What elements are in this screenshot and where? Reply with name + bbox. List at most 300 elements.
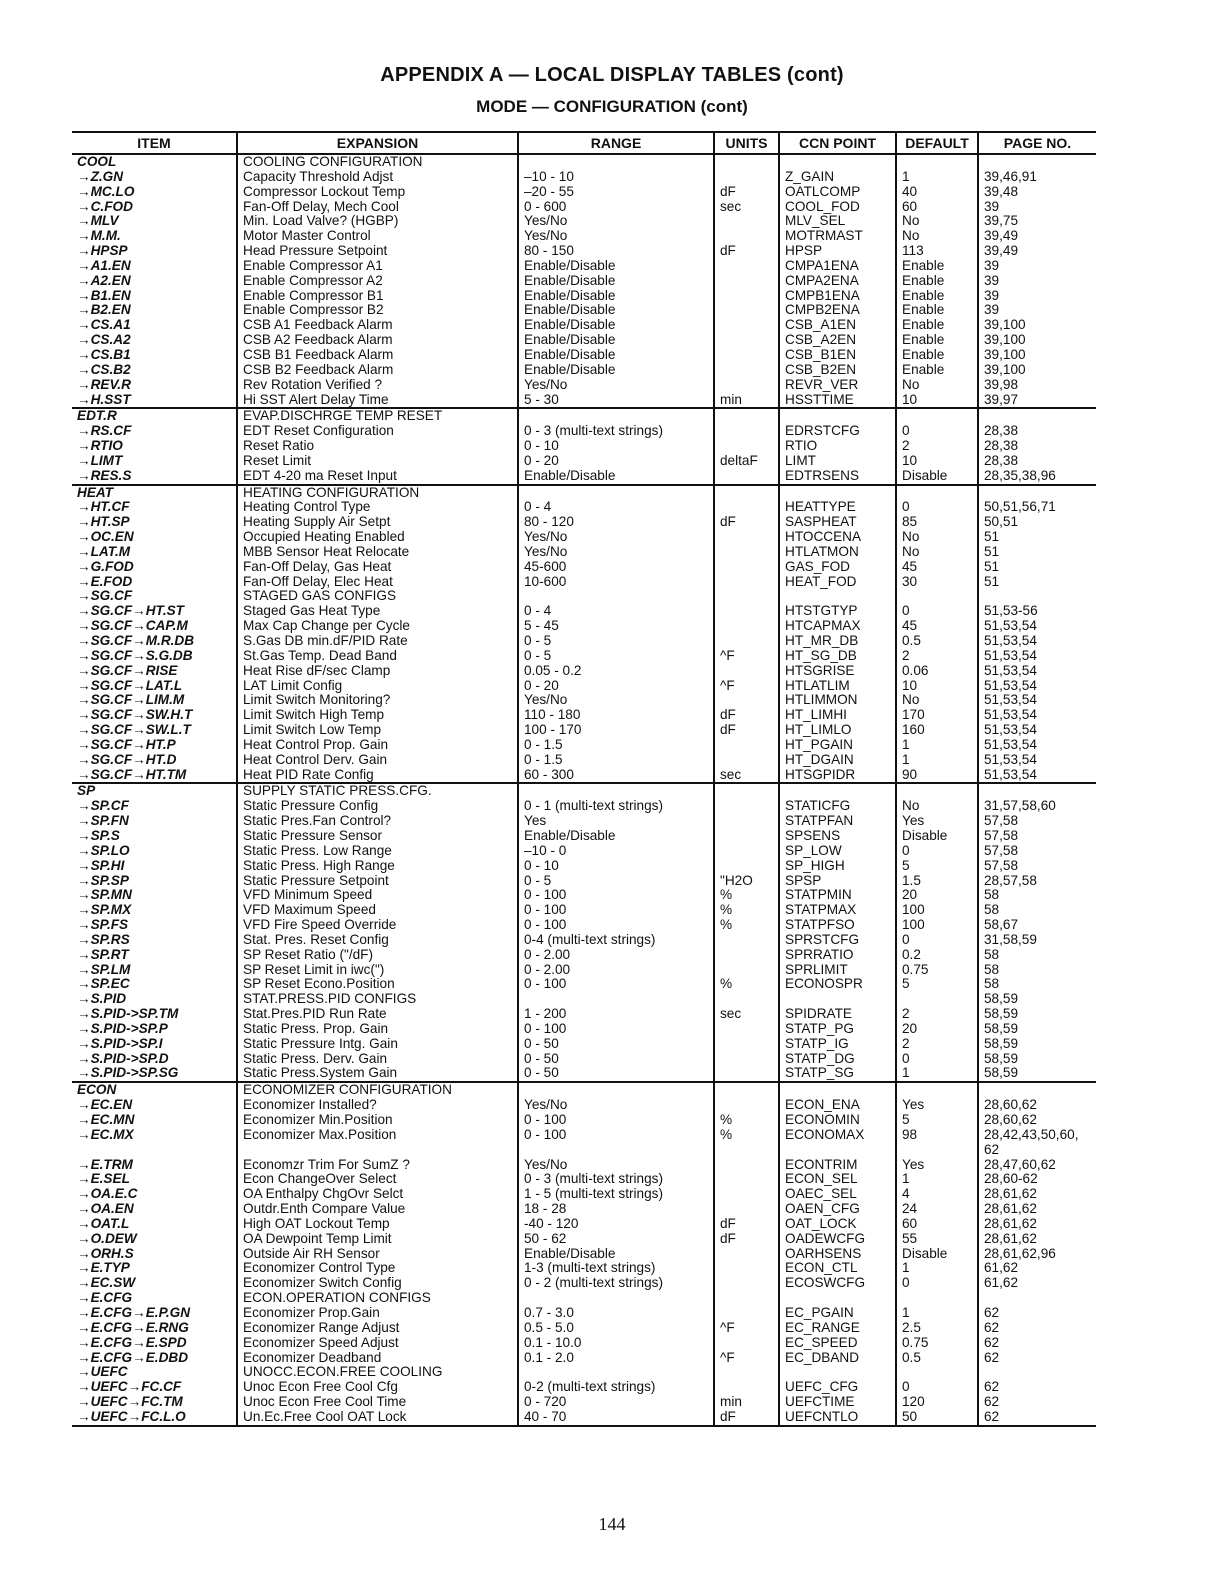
cell-units: min	[714, 393, 779, 409]
cell-default	[896, 154, 978, 170]
table-row	[72, 303, 1096, 318]
cell-expansion: MBB Sensor Heat Relocate	[237, 545, 518, 560]
cell-expansion: COOLING CONFIGURATION	[237, 154, 518, 170]
table-row	[72, 1336, 1096, 1351]
cell-expansion: Rev Rotation Verified ?	[237, 378, 518, 393]
cell-expansion: Economizer Range Adjust	[237, 1321, 518, 1336]
cell-ccn-point	[779, 1365, 896, 1380]
cell-page-no: 39,46,91	[978, 170, 1096, 185]
cell-expansion: LAT Limit Config	[237, 679, 518, 694]
cell-item: →SG.CF→S.G.DB	[77, 648, 193, 663]
cell-page-no: 51,53,54	[978, 753, 1096, 768]
cell-units	[714, 1022, 779, 1037]
cell-units	[714, 259, 779, 274]
table-row	[72, 1217, 1096, 1232]
table-row	[72, 1291, 1096, 1306]
cell-expansion: VFD Minimum Speed	[237, 888, 518, 903]
table-row	[72, 918, 1096, 933]
cell-item: →B2.EN	[77, 303, 131, 318]
table-row	[72, 1202, 1096, 1217]
cell-units	[714, 1336, 779, 1351]
table-row	[72, 753, 1096, 768]
cell-page-no: 51	[978, 530, 1096, 545]
column-header-page-no: PAGE NO.	[978, 132, 1096, 154]
table-row	[72, 1066, 1096, 1082]
cell-ccn-point: CMPA1ENA	[779, 259, 896, 274]
cell-expansion: Compressor Lockout Temp	[237, 185, 518, 200]
cell-expansion: CSB B2 Feedback Alarm	[237, 363, 518, 378]
table-row	[72, 1172, 1096, 1187]
cell-expansion: S.Gas DB min.dF/PID Rate	[237, 634, 518, 649]
cell-expansion: Heating Supply Air Setpt	[237, 515, 518, 530]
cell-range: 0 - 720	[518, 1395, 714, 1410]
cell-expansion: Hi SST Alert Delay Time	[237, 393, 518, 409]
cell-default: 0	[896, 933, 978, 948]
cell-expansion: Heat Control Prop. Gain	[237, 738, 518, 753]
cell-units	[714, 933, 779, 948]
cell-default: 45	[896, 619, 978, 634]
table-row	[72, 500, 1096, 515]
cell-range: 0 - 50	[518, 1037, 714, 1052]
cell-range: 0 - 100	[518, 977, 714, 992]
cell-ccn-point: SP_HIGH	[779, 859, 896, 874]
cell-item: →EC.SW	[77, 1276, 136, 1291]
cell-units	[714, 738, 779, 753]
cell-units	[714, 1187, 779, 1202]
table-row	[72, 829, 1096, 844]
cell-item: →S.PID	[77, 992, 127, 1007]
column-header-units: UNITS	[714, 132, 779, 154]
column-header-expansion: EXPANSION	[237, 132, 518, 154]
cell-expansion: Economizer Switch Config	[237, 1276, 518, 1291]
cell-expansion: EDT 4-20 ma Reset Input	[237, 469, 518, 485]
cell-item: →SG.CF→M.R.DB	[77, 634, 195, 648]
cell-item: →OA.E.C	[77, 1187, 138, 1202]
cell-page-no: 62	[978, 1336, 1096, 1351]
table-row	[72, 1128, 1096, 1143]
table-row	[72, 214, 1096, 229]
cell-item: →E.TYP	[77, 1261, 130, 1276]
cell-item: →S.PID->SP.SG	[72, 1066, 237, 1082]
cell-range: Yes/No	[518, 229, 714, 244]
cell-default: 0.5	[896, 1351, 978, 1366]
cell-item: →E.CFG→E.SPD	[77, 1335, 187, 1350]
table-row	[72, 454, 1096, 469]
cell-expansion: EVAP.DISCHRGE TEMP RESET	[237, 408, 518, 424]
table-row	[72, 348, 1096, 363]
cell-page-no: 39,49	[978, 229, 1096, 244]
cell-default: 5	[896, 859, 978, 874]
cell-page-no	[978, 1291, 1096, 1306]
cell-units: dF	[714, 708, 779, 723]
column-header-default: DEFAULT	[896, 132, 978, 154]
cell-range	[518, 589, 714, 604]
cell-expansion: EDT Reset Configuration	[237, 424, 518, 439]
cell-item: →REV.R	[77, 377, 131, 392]
cell-ccn-point: STATPMIN	[779, 888, 896, 903]
cell-range: 0 - 10	[518, 859, 714, 874]
cell-item: →SP.RT	[77, 947, 129, 962]
cell-units	[714, 963, 779, 978]
cell-expansion: VFD Fire Speed Override	[237, 918, 518, 933]
cell-expansion: STAGED GAS CONFIGS	[237, 589, 518, 604]
cell-range: 1 - 5 (multi-text strings)	[518, 1187, 714, 1202]
table-section	[72, 485, 1096, 784]
cell-item: →LIMT	[77, 453, 123, 468]
cell-ccn-point: EDRSTCFG	[779, 424, 896, 439]
cell-item: →HPSP	[77, 244, 128, 259]
cell-ccn-point	[779, 408, 896, 424]
cell-units	[714, 485, 779, 501]
page-title: APPENDIX A — LOCAL DISPLAY TABLES (cont)	[380, 64, 844, 86]
cell-item: →E.CFG→E.DBD	[77, 1350, 189, 1365]
cell-item: →C.FOD	[77, 199, 133, 214]
cell-units	[714, 1247, 779, 1262]
cell-units	[714, 664, 779, 679]
cell-expansion: Fan-Off Delay, Mech Cool	[237, 200, 518, 215]
cell-range: Yes/No	[518, 545, 714, 560]
cell-ccn-point: SP_LOW	[779, 844, 896, 859]
cell-expansion: SP Reset Limit in iwc(")	[237, 963, 518, 978]
cell-units	[714, 575, 779, 590]
cell-item: →SP.FN	[77, 814, 129, 829]
cell-range: Enable/Disable	[518, 274, 714, 289]
cell-default: Enable	[896, 333, 978, 348]
cell-ccn-point	[779, 1143, 896, 1158]
cell-units	[714, 154, 779, 170]
table-row	[72, 289, 1096, 304]
cell-range: 50 - 62	[518, 1232, 714, 1247]
cell-units	[714, 469, 779, 485]
cell-ccn-point: ECONTRIM	[779, 1158, 896, 1173]
cell-range	[518, 154, 714, 170]
cell-page-no: 39	[978, 259, 1096, 274]
cell-ccn-point	[779, 783, 896, 799]
table-row	[72, 1380, 1096, 1395]
cell-range: 1 - 200	[518, 1007, 714, 1022]
cell-item: →E.SEL	[77, 1172, 130, 1187]
cell-units	[714, 303, 779, 318]
cell-expansion: Economizer Deadband	[237, 1351, 518, 1366]
cell-range: 18 - 28	[518, 1202, 714, 1217]
cell-page-no: 39,100	[978, 348, 1096, 363]
cell-range: 80 - 120	[518, 515, 714, 530]
cell-units: dF	[714, 244, 779, 259]
table-row	[72, 664, 1096, 679]
cell-ccn-point: HPSP	[779, 244, 896, 259]
cell-page-no	[978, 1365, 1096, 1380]
cell-page-no: 39	[978, 274, 1096, 289]
cell-ccn-point: SPSP	[779, 874, 896, 889]
table-row	[72, 575, 1096, 590]
cell-default: No	[896, 545, 978, 560]
cell-expansion: Outside Air RH Sensor	[237, 1247, 518, 1262]
cell-ccn-point: SPRLIMIT	[779, 963, 896, 978]
cell-default: 5	[896, 977, 978, 992]
cell-ccn-point: REVR_VER	[779, 378, 896, 393]
cell-ccn-point	[779, 589, 896, 604]
cell-ccn-point: HSSTTIME	[779, 393, 896, 409]
cell-ccn-point: CSB_A2EN	[779, 333, 896, 348]
cell-default: 60	[896, 200, 978, 215]
cell-page-no	[978, 589, 1096, 604]
cell-range: 0 - 100	[518, 918, 714, 933]
cell-units	[714, 948, 779, 963]
cell-range: 0.1 - 10.0	[518, 1336, 714, 1351]
cell-default: Enable	[896, 303, 978, 318]
cell-item: →SP.RS	[77, 932, 130, 947]
cell-range: Yes/No	[518, 214, 714, 229]
cell-ccn-point: OADEWCFG	[779, 1232, 896, 1247]
cell-item: →SP.LO	[77, 843, 130, 858]
column-header-ccn-point: CCN POINT	[779, 132, 896, 154]
table-row	[72, 200, 1096, 215]
cell-default: No	[896, 530, 978, 545]
cell-default: 10	[896, 679, 978, 694]
table-row	[72, 408, 1096, 424]
cell-default: 0	[896, 1276, 978, 1291]
cell-ccn-point: OAEC_SEL	[779, 1187, 896, 1202]
cell-expansion: SP Reset Econo.Position	[237, 977, 518, 992]
cell-item: →OAT.L	[77, 1216, 130, 1231]
cell-units	[714, 799, 779, 814]
cell-expansion: Stat. Pres. Reset Config	[237, 933, 518, 948]
cell-range: 0 - 1.5	[518, 753, 714, 768]
cell-expansion: Enable Compressor B1	[237, 289, 518, 304]
cell-item: EDT.R	[77, 408, 117, 424]
cell-default: Disable	[896, 1247, 978, 1262]
cell-item: →SG.CF→CAP.M	[77, 619, 188, 634]
cell-ccn-point: CMPB1ENA	[779, 289, 896, 304]
cell-range: 0 - 600	[518, 200, 714, 215]
cell-ccn-point: OARHSENS	[779, 1247, 896, 1262]
cell-page-no: 50,51,56,71	[978, 500, 1096, 515]
cell-ccn-point: STATPFAN	[779, 814, 896, 829]
cell-range: –20 - 55	[518, 185, 714, 200]
cell-units	[714, 1098, 779, 1113]
table-row	[72, 859, 1096, 874]
cell-expansion: Reset Ratio	[237, 439, 518, 454]
table-row	[72, 844, 1096, 859]
cell-item: →S.PID->SP.D	[77, 1051, 169, 1066]
cell-default: 24	[896, 1202, 978, 1217]
cell-page-no: 62	[978, 1306, 1096, 1321]
table-section	[72, 154, 1096, 408]
cell-units	[714, 992, 779, 1007]
cell-ccn-point: EC_SPEED	[779, 1336, 896, 1351]
table-row	[72, 977, 1096, 992]
table-row	[72, 814, 1096, 829]
cell-page-no: 62	[978, 1351, 1096, 1366]
cell-page-no: 39,98	[978, 378, 1096, 393]
cell-ccn-point: HTLIMMON	[779, 693, 896, 708]
cell-ccn-point: HEAT_FOD	[779, 575, 896, 590]
cell-item: →UEFC→FC.L.O	[72, 1410, 237, 1426]
cell-default: 40	[896, 185, 978, 200]
cell-units: %	[714, 1128, 779, 1143]
cell-page-no: 28,61,62,96	[978, 1247, 1096, 1262]
cell-default: Enable	[896, 318, 978, 333]
cell-page-no: 62	[978, 1143, 1096, 1158]
cell-range	[518, 783, 714, 799]
cell-expansion: Economizer Min.Position	[237, 1113, 518, 1128]
table-row	[72, 604, 1096, 619]
cell-units	[714, 1261, 779, 1276]
cell-page-no: 28,38	[978, 439, 1096, 454]
table-row	[72, 1007, 1096, 1022]
cell-page-no: 39,100	[978, 333, 1096, 348]
cell-units: dF	[714, 1410, 779, 1426]
cell-units	[714, 753, 779, 768]
table-row	[72, 229, 1096, 244]
cell-units	[714, 1276, 779, 1291]
cell-units	[714, 693, 779, 708]
cell-page-no: 39,49	[978, 244, 1096, 259]
cell-page-no: 39	[978, 303, 1096, 318]
cell-range: 10-600	[518, 575, 714, 590]
cell-ccn-point: OAEN_CFG	[779, 1202, 896, 1217]
cell-page-no: 28,61,62	[978, 1232, 1096, 1247]
cell-default: No	[896, 214, 978, 229]
cell-default: 45	[896, 560, 978, 575]
cell-range: Yes/No	[518, 1158, 714, 1173]
cell-item: →SG.CF→LIM.M	[77, 693, 185, 708]
column-header-item: ITEM	[72, 132, 237, 154]
cell-ccn-point: UEFC_CFG	[779, 1380, 896, 1395]
cell-item: →S.PID->SP.P	[77, 1021, 168, 1036]
cell-units: dF	[714, 723, 779, 738]
table-row	[72, 530, 1096, 545]
cell-range: Enable/Disable	[518, 289, 714, 304]
cell-item: →E.CFG	[77, 1291, 133, 1306]
cell-default: No	[896, 229, 978, 244]
cell-page-no: 58,59	[978, 1066, 1096, 1082]
cell-page-no	[978, 1082, 1096, 1098]
table-row	[72, 318, 1096, 333]
table-row	[72, 1276, 1096, 1291]
cell-units	[714, 439, 779, 454]
table-row	[72, 244, 1096, 259]
cell-range: 0 - 3 (multi-text strings)	[518, 424, 714, 439]
table-row	[72, 1321, 1096, 1336]
cell-page-no: 62	[978, 1410, 1096, 1426]
cell-default: 0.75	[896, 963, 978, 978]
cell-item: →S.PID->SP.TM	[77, 1007, 179, 1022]
cell-range	[518, 1082, 714, 1098]
cell-item: →EC.MX	[77, 1127, 134, 1142]
table-row	[72, 1187, 1096, 1202]
table-row	[72, 723, 1096, 738]
cell-ccn-point: SPIDRATE	[779, 1007, 896, 1022]
table-row	[72, 948, 1096, 963]
cell-units: dF	[714, 1232, 779, 1247]
cell-range: Yes/No	[518, 1098, 714, 1113]
cell-units	[714, 619, 779, 634]
cell-expansion: Economizer Speed Adjust	[237, 1336, 518, 1351]
table-row	[72, 1113, 1096, 1128]
cell-page-no: 58,67	[978, 918, 1096, 933]
table-row	[72, 1052, 1096, 1067]
cell-page-no	[978, 154, 1096, 170]
cell-expansion: Heat PID Rate Config	[237, 768, 518, 784]
cell-default: 1	[896, 1261, 978, 1276]
cell-ccn-point: OAT_LOCK	[779, 1217, 896, 1232]
cell-item: →E.CFG→E.P.GN	[77, 1305, 191, 1320]
cell-default: 55	[896, 1232, 978, 1247]
cell-default: 60	[896, 1217, 978, 1232]
cell-expansion: CSB A2 Feedback Alarm	[237, 333, 518, 348]
cell-default: 2	[896, 1037, 978, 1052]
cell-range: Enable/Disable	[518, 259, 714, 274]
table-header-row	[72, 132, 1096, 154]
cell-page-no: 50,51	[978, 515, 1096, 530]
cell-expansion: ECON.OPERATION CONFIGS	[237, 1291, 518, 1306]
cell-page-no: 58	[978, 903, 1096, 918]
cell-default: 0	[896, 844, 978, 859]
cell-ccn-point	[779, 1082, 896, 1098]
cell-range: 0 - 2 (multi-text strings)	[518, 1276, 714, 1291]
cell-page-no: 28,61,62	[978, 1187, 1096, 1202]
cell-ccn-point: STATPFSO	[779, 918, 896, 933]
cell-expansion: Stat.Pres.PID Run Rate	[237, 1007, 518, 1022]
cell-default	[896, 1291, 978, 1306]
table-row	[72, 1395, 1096, 1410]
cell-range: 110 - 180	[518, 708, 714, 723]
cell-ccn-point: STATPMAX	[779, 903, 896, 918]
cell-expansion: Heat Rise dF/sec Clamp	[237, 664, 518, 679]
cell-item: HEAT	[77, 484, 113, 500]
cell-expansion: Un.Ec.Free Cool OAT Lock	[237, 1410, 518, 1426]
cell-units	[714, 560, 779, 575]
cell-item: ECON	[77, 1082, 117, 1098]
cell-range: 0 - 1.5	[518, 738, 714, 753]
cell-ccn-point: ECON_SEL	[779, 1172, 896, 1187]
cell-units: ^F	[714, 1351, 779, 1366]
cell-ccn-point: LIMT	[779, 454, 896, 469]
cell-item: →SP.S	[77, 828, 120, 843]
cell-expansion: OA Dewpoint Temp Limit	[237, 1232, 518, 1247]
cell-range: 5 - 30	[518, 393, 714, 409]
cell-page-no: 51,53,54	[978, 693, 1096, 708]
table-row	[72, 619, 1096, 634]
cell-default: Disable	[896, 469, 978, 485]
cell-units	[714, 424, 779, 439]
table-row	[72, 170, 1096, 185]
table-section	[72, 408, 1096, 484]
cell-page-no: 31,57,58,60	[978, 799, 1096, 814]
cell-page-no: 28,47,60,62	[978, 1158, 1096, 1173]
cell-default: 2	[896, 1007, 978, 1022]
cell-default: 5	[896, 1113, 978, 1128]
cell-default: Enable	[896, 274, 978, 289]
cell-item: →RS.CF	[77, 424, 132, 439]
cell-expansion: CSB A1 Feedback Alarm	[237, 318, 518, 333]
table-row	[72, 485, 1096, 501]
table-row	[72, 363, 1096, 378]
table-row	[72, 1158, 1096, 1173]
cell-units	[714, 1202, 779, 1217]
cell-ccn-point: HT_PGAIN	[779, 738, 896, 753]
cell-expansion: Motor Master Control	[237, 229, 518, 244]
table-row	[72, 874, 1096, 889]
cell-default: No	[896, 693, 978, 708]
cell-expansion: Static Press. Derv. Gain	[237, 1052, 518, 1067]
cell-default: No	[896, 799, 978, 814]
cell-item: →A1.EN	[77, 258, 131, 273]
cell-units	[714, 1172, 779, 1187]
cell-item: →LAT.M	[77, 544, 131, 559]
cell-page-no: 39	[978, 289, 1096, 304]
